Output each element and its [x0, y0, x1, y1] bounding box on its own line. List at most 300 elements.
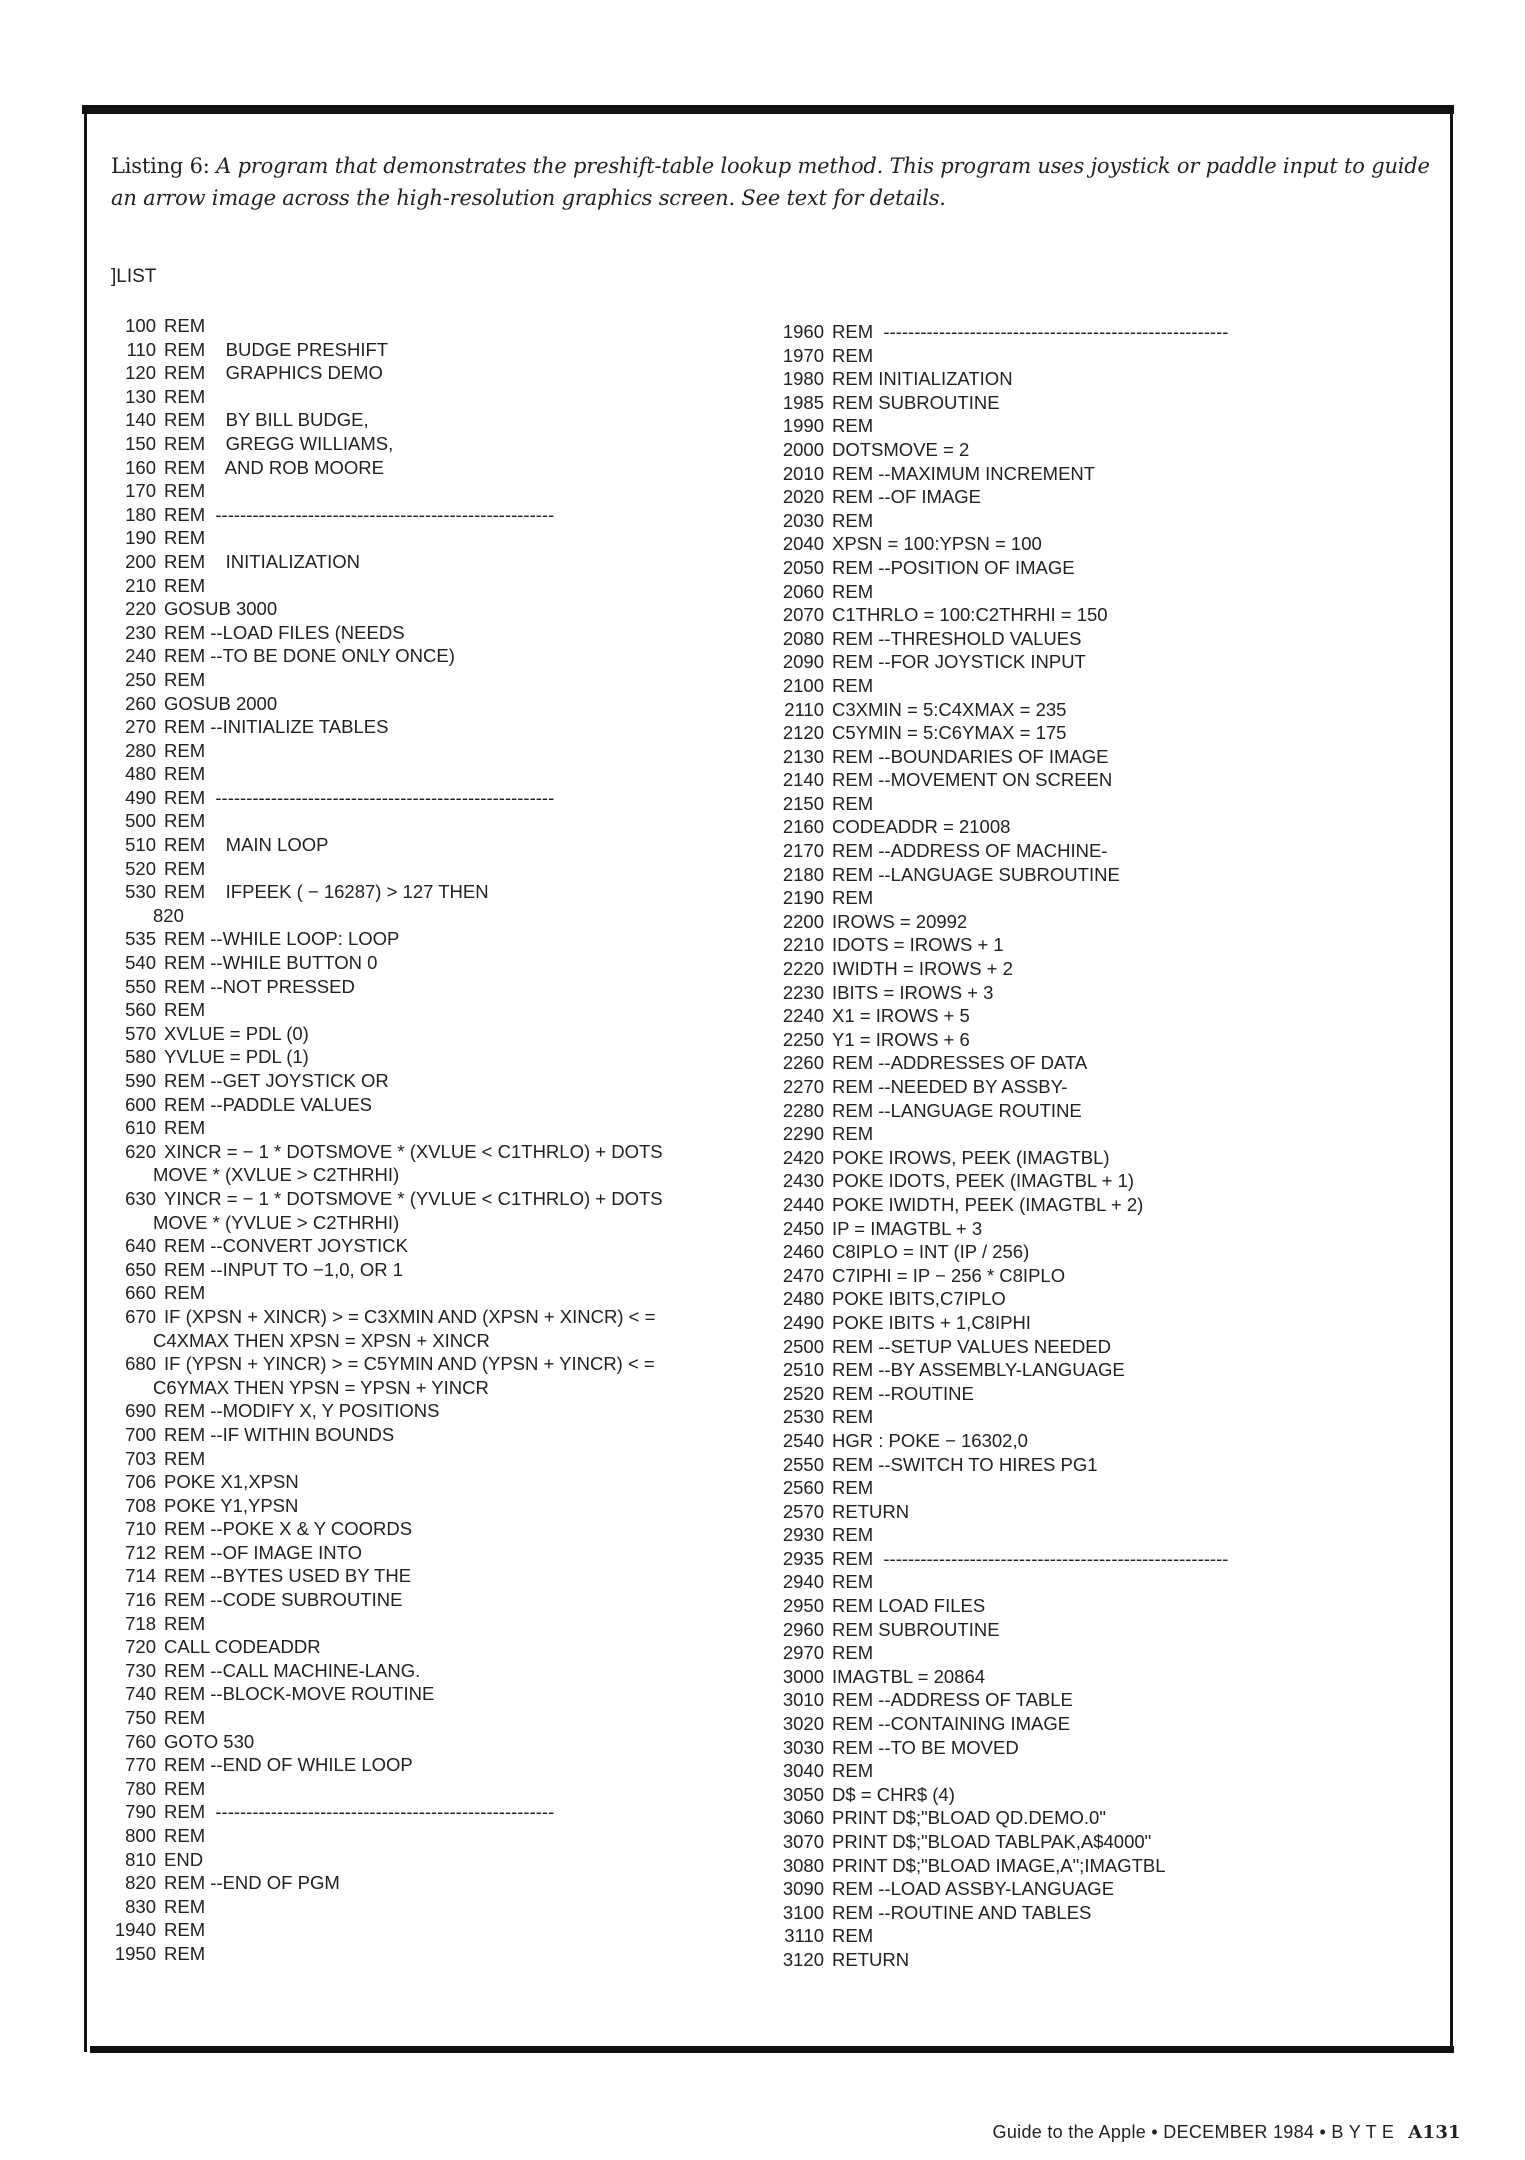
line-number: 2010 — [782, 462, 824, 484]
line-number: 2520 — [782, 1382, 824, 1404]
line-number: 250 — [125, 668, 156, 690]
line-number: 2280 — [782, 1099, 824, 1121]
code-line — [770, 509, 1228, 533]
line-code: REM INITIALIZATION — [832, 368, 1013, 390]
code-line — [105, 1541, 663, 1565]
code-line — [770, 1759, 1228, 1783]
code-line — [770, 981, 1228, 1005]
code-line — [770, 721, 1228, 745]
code-line — [770, 1830, 1228, 1854]
line-number: 640 — [125, 1235, 156, 1257]
line-code: REM — [832, 580, 874, 602]
line-number: 2540 — [782, 1429, 824, 1451]
line-number: 2290 — [782, 1123, 824, 1145]
code-line — [770, 1948, 1228, 1972]
line-number: 2460 — [782, 1241, 824, 1263]
line-number: 2240 — [782, 1005, 824, 1027]
line-number: 480 — [125, 763, 156, 785]
line-number: 2570 — [782, 1500, 824, 1522]
line-code: REM GREGG WILLIAMS, — [164, 432, 394, 454]
code-line — [770, 1075, 1228, 1099]
line-code: REM — [164, 1919, 206, 1941]
line-number: 3100 — [782, 1901, 824, 1923]
code-line — [770, 1099, 1228, 1123]
line-number: 2530 — [782, 1406, 824, 1428]
line-code: RETURN — [832, 1500, 910, 1522]
listing-left-column — [105, 314, 663, 1966]
code-line — [770, 674, 1228, 698]
line-code: REM --INITIALIZE TABLES — [164, 716, 389, 738]
line-code: POKE IBITS,C7IPLO — [832, 1288, 1006, 1310]
line-number: 3040 — [782, 1760, 824, 1782]
code-line — [105, 503, 663, 527]
line-code: REM --ADDRESS OF TABLE — [832, 1689, 1073, 1711]
line-code: REM --WHILE LOOP: LOOP — [164, 928, 400, 950]
listing-caption — [111, 150, 1436, 214]
line-code: REM --CONVERT JOYSTICK — [164, 1235, 408, 1257]
line-number: 510 — [125, 834, 156, 856]
line-number: 2260 — [782, 1052, 824, 1074]
line-code: REM — [832, 1925, 874, 1947]
code-line — [105, 1730, 663, 1754]
code-line — [770, 391, 1228, 415]
line-code: REM — [164, 857, 206, 879]
line-number: 3090 — [782, 1878, 824, 1900]
line-code: IP = IMAGTBL + 3 — [832, 1217, 983, 1239]
line-number: 2450 — [782, 1217, 824, 1239]
line-number: 260 — [125, 692, 156, 714]
line-number: 660 — [125, 1282, 156, 1304]
line-number: 590 — [125, 1070, 156, 1091]
line-number: 2120 — [782, 722, 824, 744]
line-number: 620 — [125, 1140, 156, 1162]
line-number: 550 — [125, 975, 156, 997]
line-number: 610 — [125, 1117, 156, 1139]
line-code: REM --LOAD ASSBY-LANGUAGE — [832, 1878, 1115, 1900]
code-line — [770, 556, 1228, 580]
line-number: 3080 — [782, 1854, 824, 1876]
line-number: 3070 — [782, 1831, 824, 1852]
line-code: DOTSMOVE = 2 — [832, 438, 970, 460]
line-code: REM --IF WITHIN BOUNDS — [164, 1423, 395, 1445]
line-number: 2960 — [782, 1618, 824, 1640]
code-line — [105, 1848, 663, 1872]
code-line — [105, 1069, 663, 1093]
line-code: REM --TO BE MOVED — [832, 1736, 1019, 1758]
code-line — [105, 1612, 663, 1636]
code-line — [105, 1140, 663, 1164]
line-code: YVLUE = PDL (1) — [164, 1046, 309, 1068]
code-line — [105, 1234, 663, 1258]
line-number: 800 — [125, 1825, 156, 1846]
code-line — [105, 597, 663, 621]
line-code: REM --THRESHOLD VALUES — [832, 627, 1082, 649]
line-number: 630 — [125, 1187, 156, 1209]
line-code: C6YMAX THEN YPSN = YPSN + YINCR — [153, 1376, 489, 1398]
line-number: 2060 — [782, 580, 824, 602]
line-code: REM — [164, 739, 206, 761]
line-code: REM --NOT PRESSED — [164, 975, 355, 997]
code-line — [770, 320, 1228, 344]
line-number: 760 — [125, 1730, 156, 1752]
line-code: REM --END OF WHILE LOOP — [164, 1754, 413, 1776]
code-line — [770, 1335, 1228, 1359]
line-number: 3010 — [782, 1689, 824, 1711]
line-code: PRINT D$;"BLOAD TABLPAK,A$4000" — [832, 1831, 1152, 1852]
line-code: REM --GET JOYSTICK OR — [164, 1070, 389, 1091]
line-code: REM — [832, 1642, 874, 1664]
code-line — [105, 1706, 663, 1730]
code-line — [105, 1352, 663, 1376]
line-number: 2020 — [782, 486, 824, 508]
code-line — [770, 1877, 1228, 1901]
line-code: REM --END OF PGM — [164, 1872, 340, 1894]
code-line — [105, 786, 663, 810]
line-code: REM -------------------------------------------------------- — [832, 321, 1229, 342]
line-number: 714 — [125, 1565, 156, 1587]
line-number: 160 — [125, 456, 156, 478]
code-line — [105, 857, 663, 881]
code-line — [770, 1523, 1228, 1547]
line-code: REM — [832, 415, 874, 437]
code-line — [105, 621, 663, 645]
line-number: 2200 — [782, 910, 824, 932]
line-number: 730 — [125, 1659, 156, 1681]
line-code: REM — [164, 1777, 206, 1799]
code-line — [770, 1146, 1228, 1170]
line-code: REM — [832, 1406, 874, 1428]
line-number: 190 — [125, 527, 156, 549]
line-code: MOVE * (YVLUE > C2THRHI) — [153, 1211, 400, 1233]
line-code: REM --BY ASSEMBLY-LANGUAGE — [832, 1359, 1125, 1381]
code-line — [105, 1187, 663, 1211]
line-code: CALL CODEADDR — [164, 1636, 321, 1658]
line-number: 2940 — [782, 1571, 824, 1593]
code-line — [770, 1405, 1228, 1429]
line-number: 1985 — [782, 391, 824, 413]
line-code: REM --LANGUAGE SUBROUTINE — [832, 863, 1120, 885]
code-line — [770, 1854, 1228, 1878]
line-code: C3XMIN = 5:C4XMAX = 235 — [832, 698, 1067, 720]
line-code: X1 = IROWS + 5 — [832, 1005, 970, 1027]
line-code: YINCR = − 1 * DOTSMOVE * (YVLUE < C1THRLO) + DOTS — [164, 1187, 663, 1209]
line-number: 2090 — [782, 651, 824, 673]
line-number: 170 — [125, 480, 156, 502]
line-code: REM — [832, 1571, 874, 1593]
code-line — [105, 1423, 663, 1447]
line-number: 820 — [125, 1872, 156, 1894]
code-line — [105, 762, 663, 786]
line-code: REM --ADDRESS OF MACHINE- — [832, 840, 1108, 862]
line-number: 2140 — [782, 769, 824, 791]
line-number: 2130 — [782, 745, 824, 767]
line-code: XVLUE = PDL (0) — [164, 1022, 309, 1044]
code-line — [105, 456, 663, 480]
code-line — [105, 715, 663, 739]
list-command: ]LIST — [111, 266, 157, 287]
code-line — [770, 1311, 1228, 1335]
code-line — [770, 863, 1228, 887]
line-code: REM --MOVEMENT ON SCREEN — [832, 769, 1113, 791]
code-line — [770, 1004, 1228, 1028]
line-code: RETURN — [832, 1948, 910, 1970]
code-line — [105, 739, 663, 763]
line-number: 2100 — [782, 674, 824, 696]
line-number: 130 — [125, 385, 156, 407]
code-line — [770, 698, 1228, 722]
line-number: 740 — [125, 1683, 156, 1705]
code-line — [105, 1800, 663, 1824]
line-code: REM — [832, 1477, 874, 1499]
line-code: POKE Y1,YPSN — [164, 1494, 299, 1516]
code-line — [770, 745, 1228, 769]
code-line — [770, 1500, 1228, 1524]
code-line — [770, 1287, 1228, 1311]
line-code: POKE X1,XPSN — [164, 1471, 299, 1493]
line-number: 720 — [125, 1636, 156, 1658]
line-number: 2040 — [782, 533, 824, 555]
line-code: REM --INPUT TO −1,0, OR 1 — [164, 1258, 404, 1280]
line-number: 200 — [125, 550, 156, 572]
code-line — [770, 580, 1228, 604]
line-code: REM BUDGE PRESHIFT — [164, 338, 389, 360]
line-code: REM --BLOCK-MOVE ROUTINE — [164, 1683, 435, 1705]
line-number: 520 — [125, 857, 156, 879]
line-code: REM — [164, 1895, 206, 1917]
line-code: REM — [164, 1282, 206, 1304]
line-code: XPSN = 100:YPSN = 100 — [832, 533, 1042, 555]
line-number: 3060 — [782, 1807, 824, 1829]
line-code: POKE IWIDTH, PEEK (IMAGTBL + 2) — [832, 1193, 1144, 1215]
code-line — [105, 1376, 663, 1400]
code-line — [770, 1806, 1228, 1830]
line-number: 3030 — [782, 1736, 824, 1758]
line-code: POKE IBITS + 1,C8IPHI — [832, 1311, 1031, 1333]
code-line — [770, 1028, 1228, 1052]
line-number: 750 — [125, 1707, 156, 1729]
line-code: REM --OF IMAGE — [832, 486, 982, 508]
code-line — [770, 910, 1228, 934]
line-code: REM --MODIFY X, Y POSITIONS — [164, 1400, 440, 1422]
line-code: REM — [164, 1612, 206, 1634]
line-code: HGR : POKE − 16302,0 — [832, 1429, 1028, 1451]
line-code: REM — [164, 1825, 206, 1846]
code-line — [105, 1682, 663, 1706]
code-line — [770, 1736, 1228, 1760]
code-line — [105, 1942, 663, 1966]
page-number: A131 — [1408, 2122, 1461, 2143]
code-line — [105, 314, 663, 338]
line-code: 820 — [153, 904, 184, 926]
top-rule — [82, 105, 1454, 114]
code-line — [770, 1051, 1228, 1075]
line-number: 2210 — [782, 934, 824, 956]
line-code: REM --CALL MACHINE-LANG. — [164, 1659, 421, 1681]
code-line — [105, 809, 663, 833]
line-number: 2420 — [782, 1146, 824, 1168]
code-line — [105, 1918, 663, 1942]
line-number: 2000 — [782, 438, 824, 460]
line-code: REM BY BILL BUDGE, — [164, 409, 369, 431]
line-number: 810 — [125, 1848, 156, 1870]
line-code: IROWS = 20992 — [832, 910, 968, 932]
line-code: XINCR = − 1 * DOTSMOVE * (XVLUE < C1THRLO) + DOTS — [164, 1140, 663, 1162]
line-code: REM --POKE X & Y COORDS — [164, 1518, 413, 1540]
code-line — [770, 1358, 1228, 1382]
code-line — [770, 344, 1228, 368]
code-line — [770, 1618, 1228, 1642]
code-line — [105, 385, 663, 409]
line-code: REM ------------------------------------------------------- — [164, 1801, 555, 1823]
line-code: REM --PADDLE VALUES — [164, 1093, 372, 1115]
line-code: REM — [164, 527, 206, 549]
code-line — [770, 815, 1228, 839]
code-line — [770, 1712, 1228, 1736]
line-number: 2220 — [782, 958, 824, 980]
line-number: 140 — [125, 409, 156, 431]
line-number: 600 — [125, 1093, 156, 1115]
line-code: C7IPHI = IP − 256 * C8IPLO — [832, 1264, 1066, 1286]
line-code: REM --LANGUAGE ROUTINE — [832, 1099, 1082, 1121]
line-number: 2160 — [782, 816, 824, 838]
code-line — [770, 1193, 1228, 1217]
code-line — [105, 338, 663, 362]
line-number: 1950 — [114, 1942, 156, 1964]
line-number: 180 — [125, 503, 156, 525]
line-number: 240 — [125, 645, 156, 667]
line-code: REM MAIN LOOP — [164, 834, 329, 856]
line-code: REM --ADDRESSES OF DATA — [832, 1052, 1088, 1074]
line-number: 3020 — [782, 1713, 824, 1735]
line-number: 2050 — [782, 556, 824, 578]
line-number: 230 — [125, 621, 156, 643]
line-number: 680 — [125, 1353, 156, 1375]
code-line — [770, 462, 1228, 486]
line-number: 2150 — [782, 792, 824, 814]
line-number: 2190 — [782, 887, 824, 909]
line-code: REM GRAPHICS DEMO — [164, 362, 383, 384]
code-line — [105, 1635, 663, 1659]
line-code: REM ------------------------------------------------------- — [164, 503, 555, 525]
line-code: REM — [164, 668, 206, 690]
code-line — [770, 1783, 1228, 1807]
line-code: REM --TO BE DONE ONLY ONCE) — [164, 645, 455, 667]
page-footer — [993, 2122, 1461, 2143]
line-number: 708 — [125, 1494, 156, 1516]
code-line — [105, 880, 663, 904]
line-code: REM --CONTAINING IMAGE — [832, 1713, 1071, 1735]
code-line — [105, 1470, 663, 1494]
line-number: 710 — [125, 1518, 156, 1540]
line-number: 3110 — [784, 1925, 824, 1947]
line-code: REM — [164, 763, 206, 785]
code-line — [770, 650, 1228, 674]
line-number: 780 — [125, 1777, 156, 1799]
line-number: 2170 — [782, 840, 824, 862]
line-number: 712 — [125, 1541, 156, 1563]
line-number: 2470 — [782, 1264, 824, 1286]
line-number: 2930 — [782, 1524, 824, 1546]
line-number: 535 — [125, 928, 156, 950]
line-code: REM LOAD FILES — [832, 1595, 986, 1617]
line-code: REM --NEEDED BY ASSBY- — [832, 1076, 1068, 1097]
line-code: MOVE * (XVLUE > C2THRHI) — [153, 1164, 400, 1186]
code-line — [105, 1588, 663, 1612]
line-number: 2480 — [782, 1288, 824, 1310]
line-code: IF (YPSN + YINCR) > = C5YMIN AND (YPSN + YINCR) < = — [164, 1353, 655, 1375]
line-number: 3050 — [782, 1783, 824, 1805]
line-number: 2970 — [782, 1642, 824, 1664]
code-line — [770, 1382, 1228, 1406]
line-number: 2110 — [784, 698, 824, 720]
line-code: REM — [164, 1117, 206, 1139]
code-line — [770, 1122, 1228, 1146]
line-code: REM — [164, 574, 206, 596]
line-number: 690 — [125, 1400, 156, 1422]
code-line — [105, 526, 663, 550]
line-number: 2490 — [782, 1311, 824, 1333]
line-code: REM — [164, 1942, 206, 1964]
code-line — [770, 1594, 1228, 1618]
line-code: POKE IROWS, PEEK (IMAGTBL) — [832, 1146, 1110, 1168]
line-code: REM — [832, 887, 874, 909]
line-number: 1960 — [782, 321, 824, 342]
code-line — [105, 1022, 663, 1046]
line-code: REM --FOR JOYSTICK INPUT — [832, 651, 1086, 673]
code-line — [105, 550, 663, 574]
code-line — [105, 1329, 663, 1353]
code-line — [105, 1564, 663, 1588]
code-line — [105, 975, 663, 999]
code-line — [105, 1871, 663, 1895]
line-number: 700 — [125, 1423, 156, 1445]
code-line — [770, 414, 1228, 438]
code-line — [105, 927, 663, 951]
line-number: 210 — [125, 574, 156, 596]
code-line — [770, 603, 1228, 627]
code-line — [770, 933, 1228, 957]
code-line — [105, 1163, 663, 1187]
line-number: 2230 — [782, 981, 824, 1003]
line-code: REM --LOAD FILES (NEEDS — [164, 621, 405, 643]
code-line — [105, 668, 663, 692]
bottom-rule — [90, 2046, 1454, 2053]
line-code: PRINT D$;"BLOAD IMAGE,A";IMAGTBL — [832, 1854, 1166, 1876]
caption-text: A program that demonstrates the preshift-table lookup method. This program uses joystick or paddle input to guide an arrow image across the high-resolution graphics screen. See text for details. — [111, 154, 1430, 210]
line-code: REM ------------------------------------------------------- — [164, 786, 555, 808]
line-number: 280 — [125, 739, 156, 761]
line-number: 650 — [125, 1258, 156, 1280]
line-code: REM --BYTES USED BY THE — [164, 1565, 412, 1587]
code-line — [105, 1211, 663, 1235]
line-code: REM --BOUNDARIES OF IMAGE — [832, 745, 1109, 767]
line-number: 490 — [125, 786, 156, 808]
code-line — [770, 1217, 1228, 1241]
line-code: REM --SETUP VALUES NEEDED — [832, 1335, 1111, 1357]
code-line — [770, 1547, 1228, 1571]
line-number: 830 — [125, 1895, 156, 1917]
line-number: 706 — [125, 1471, 156, 1493]
code-line — [105, 1753, 663, 1777]
line-number: 120 — [125, 362, 156, 384]
code-line — [105, 833, 663, 857]
code-line — [770, 438, 1228, 462]
code-line — [770, 957, 1228, 981]
line-code: REM — [832, 1123, 874, 1145]
code-line — [770, 1570, 1228, 1594]
line-code: IBITS = IROWS + 3 — [832, 981, 994, 1003]
line-code: REM INITIALIZATION — [164, 550, 360, 572]
